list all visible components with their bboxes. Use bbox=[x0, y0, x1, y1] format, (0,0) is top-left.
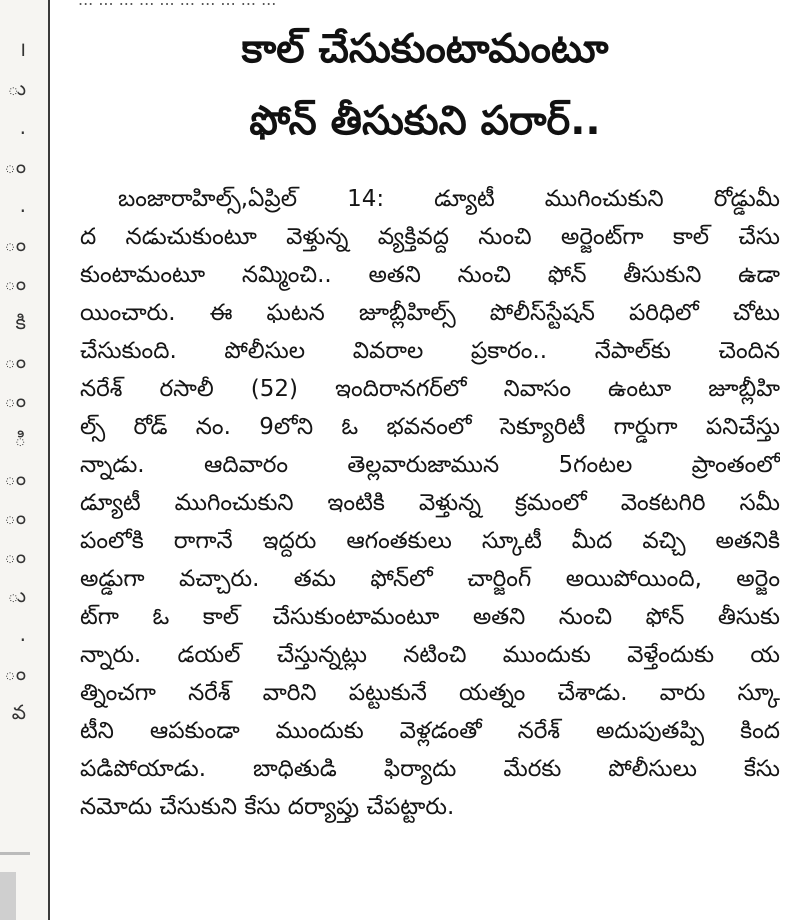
fragment-char: ౹ bbox=[20, 37, 26, 61]
article-line: బంజారాహిల్స్,ఏప్రిల్ 14: డ్యూటీ ముగించుకుని రోడ్డుమీ bbox=[118, 186, 780, 212]
column-divider-mark bbox=[0, 852, 30, 855]
fragment-char: కి bbox=[15, 310, 26, 334]
fragment-char: ం bbox=[4, 466, 26, 490]
fragment-char: ం bbox=[4, 661, 26, 685]
article-body bbox=[80, 180, 780, 826]
article-line: అడ్డుగా వచ్చారు. తమ ఫోన్‌లో చార్జింగ్ అయిపోయింది, అర్జెం bbox=[80, 566, 780, 592]
article-line: త్నించగా నరేశ్ వారిని పట్టుకునే యత్నం చేశాడు. వారు స్కూ bbox=[80, 680, 780, 706]
fragment-char: ం bbox=[4, 349, 26, 373]
article-line: యించారు. ఈ ఘటన జూబ్లీహిల్స్ పోలీస్‌స్టేషన్ పరిధిలో చోటు bbox=[80, 300, 780, 326]
page-edge-shadow bbox=[0, 872, 16, 920]
article-line: డ్యూటీ ముగించుకుని ఇంటికి వెళ్తున్న క్రమంలో వెంకటగిరి సమీ bbox=[80, 490, 780, 516]
fragment-char: ు bbox=[7, 76, 26, 100]
article-line: ట్‌గా ఓ కాల్ చేసుకుంటామంటూ అతని నుంచి ఫోన్ తీసుకు bbox=[80, 604, 780, 630]
adjacent-column-strip bbox=[0, 0, 48, 920]
headline-line-1: కాల్ చేసుకుంటామంటూ bbox=[241, 26, 609, 72]
article-line: నమోదు చేసుకుని కేసు దర్యాప్తు చేపట్టారు. bbox=[80, 794, 455, 820]
article-line: చేసుకుంది. పోలీసుల వివరాల ప్రకారం.. నేపాల్‌కు చెందిన bbox=[80, 338, 780, 364]
column-rule bbox=[48, 0, 50, 920]
fragment-char: ం bbox=[4, 271, 26, 295]
cropped-text-fragment bbox=[78, 0, 778, 10]
headline-line-2: ఫోన్ తీసుకుని పరార్.. bbox=[249, 98, 601, 144]
fragment-char: ు bbox=[7, 583, 26, 607]
fragment-char: ం bbox=[4, 232, 26, 256]
article-line: న్నాడు. ఆదివారం తెల్లవారుజామున 5గంటల ప్రాంతంలో bbox=[80, 452, 780, 478]
fragment-char: . bbox=[19, 115, 26, 139]
article-line: కుంటామంటూ నమ్మించి.. అతని నుంచి ఫోన్ తీసుకుని ఉడా bbox=[80, 262, 780, 288]
fragment-char: ం bbox=[4, 505, 26, 529]
fragment-char: ి bbox=[14, 427, 26, 451]
article-line: నరేశ్ రసాలీ (52) ఇందిరానగర్‌లో నివాసం ఉంటూ జూబ్లీహి bbox=[80, 376, 780, 402]
article-line: న్నారు. డయల్ చేస్తున్నట్లు నటించి ముందుకు వెళ్తేందుకు య bbox=[80, 642, 780, 668]
adjacent-column-fragments bbox=[2, 30, 26, 732]
article-line: పంలోకి రాగానే ఇద్దరు ఆగంతకులు స్కూటీ మీద వచ్చి అతనికి bbox=[80, 528, 780, 554]
fragment-char: ం bbox=[4, 388, 26, 412]
fragment-char: వ bbox=[11, 700, 26, 724]
fragment-char: ం bbox=[4, 154, 26, 178]
article-line: ల్స్ రోడ్ నం. 9లోని ఓ భవనంలో సెక్యూరిటీ గార్డుగా పనిచేస్తు bbox=[80, 414, 780, 440]
fragment-char: . bbox=[19, 622, 26, 646]
fragment-char: ం bbox=[4, 544, 26, 568]
article-line: టీని ఆపకుండా ముందుకు వెళ్లడంతో నరేశ్ అదుపుతప్పి కింద bbox=[80, 718, 780, 744]
article-line: ద నడుచుకుంటూ వెళ్తున్న వ్యక్తివద్ద నుంచి అర్జెంట్‌గా కాల్ చేసు bbox=[80, 224, 780, 250]
article-line: పడిపోయాడు. బాధితుడి ఫిర్యాదు మేరకు పోలీసులు కేసు bbox=[80, 756, 780, 782]
fragment-char: . bbox=[19, 193, 26, 217]
